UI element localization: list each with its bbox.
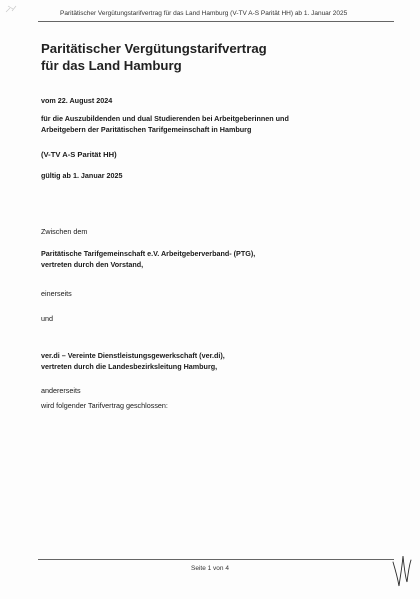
- on-other-side-label: andererseits: [41, 386, 81, 395]
- party-employer-representation: vertreten durch den Vorstand,: [41, 260, 144, 269]
- contract-scope: [41, 113, 289, 135]
- document-title: [41, 40, 267, 74]
- contract-date: vom 22. August 2024: [41, 96, 113, 105]
- page-number: Seite 1 von 4: [191, 565, 229, 572]
- scope-line-1: für die Auszubildenden und dual Studierenden bei Arbeitgeberinnen und: [41, 114, 289, 123]
- party-employer-name: Paritätische Tarifgemeinschaft e.V. Arbeitgeberverband- (PTG),: [41, 249, 256, 258]
- scope-line-2: Arbeitgebern der Paritätischen Tarifgemeinschaft in Hamburg: [41, 125, 252, 134]
- title-line-2: für das Land Hamburg: [41, 58, 182, 73]
- party-employer: [41, 248, 255, 270]
- contract-abbreviation: (V-TV A-S Parität HH): [41, 150, 117, 159]
- party-union-representation: vertreten durch die Landesbezirksleitung Hamburg,: [41, 362, 218, 371]
- party-union-name: ver.di – Vereinte Dienstleistungsgewerkschaft (ver.di),: [41, 351, 225, 360]
- party-union: [41, 350, 225, 372]
- running-header: Paritätischer Vergütungstarifvertrag für das Land Hamburg (V-TV A-S Parität HH) ab 1. Januar 2025: [60, 10, 348, 17]
- scan-mark: [4, 2, 22, 20]
- valid-from: gültig ab 1. Januar 2025: [41, 171, 123, 180]
- handwritten-initials: [390, 548, 414, 595]
- between-label: Zwischen dem: [41, 227, 88, 236]
- footer-divider: [38, 559, 394, 560]
- on-one-side-label: einerseits: [41, 289, 72, 298]
- header-divider: [38, 21, 394, 22]
- and-label: und: [41, 314, 53, 323]
- concluded-statement: wird folgender Tarifvertrag geschlossen:: [41, 401, 168, 410]
- title-line-1: Paritätischer Vergütungstarifvertrag: [41, 41, 267, 56]
